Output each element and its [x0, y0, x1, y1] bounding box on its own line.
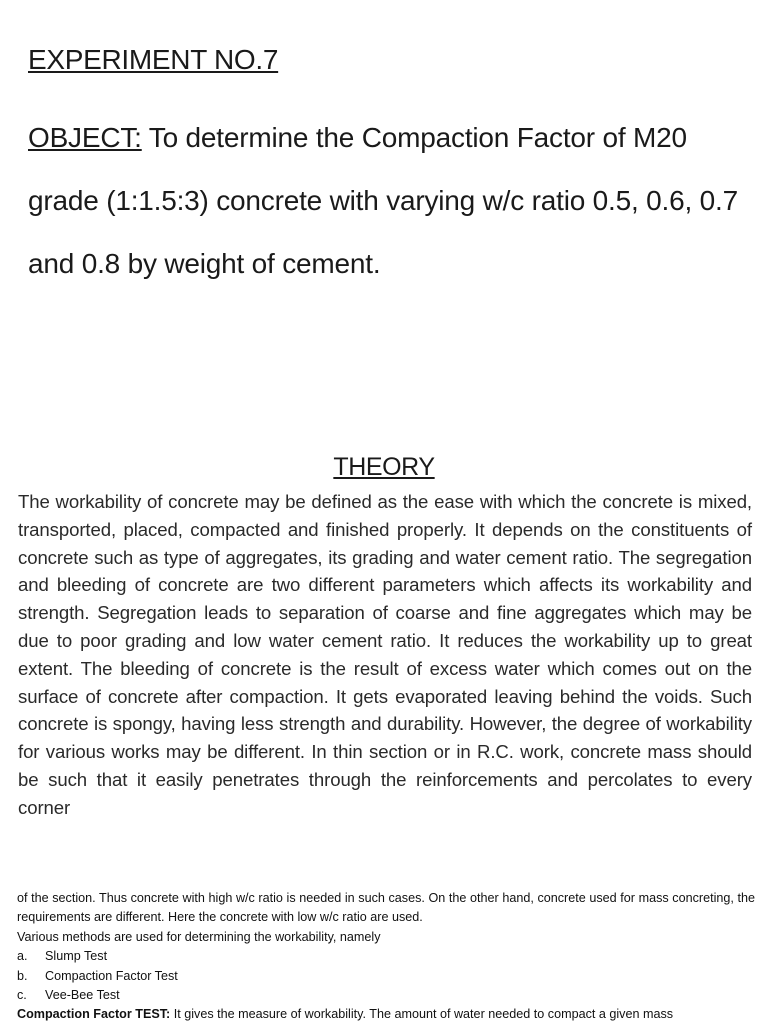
methods-intro: Various methods are used for determining the workability, namely [17, 929, 381, 944]
compaction-factor-label: Compaction Factor TEST: [17, 1007, 171, 1022]
continuation-block [17, 889, 755, 1025]
compaction-factor-text: It gives the measure of workability. The amount of water needed to compact a given mass [170, 1007, 674, 1022]
list-marker: c. [17, 988, 27, 1003]
theory-heading: THEORY [333, 453, 435, 481]
list-item [17, 986, 755, 1005]
experiment-title: EXPERIMENT NO.7 [28, 44, 279, 75]
object-statement [28, 106, 743, 295]
methods-list [17, 947, 755, 1005]
list-item [17, 947, 755, 966]
object-text: To determine the Compaction Factor of M20 grade (1:1.5:3) concrete with varying w/c ratio 0.5, 0.6, 0.7 and 0.8 by weight of cement. [28, 122, 738, 279]
method-label: Slump Test [45, 949, 108, 964]
method-label: Vee-Bee Test [45, 988, 120, 1003]
compaction-factor-paragraph [17, 1005, 755, 1024]
list-item [17, 967, 755, 986]
method-label: Compaction Factor Test [45, 968, 178, 983]
list-marker: a. [17, 949, 28, 964]
theory-paragraph: The workability of concrete may be defined as the ease with which the concrete is mixed, transported, placed, compacted and finished properly. It depends on the constituents of concrete such as type of aggregates, its grading and water cement ratio. The segregation and bleeding of concrete are two different parameters which affects its workability and strength. Segregation leads to separation of coarse and fine aggregates which may be due to poor grading and low water cement ratio. It reduces the workability up to great extent. The bleeding of concrete is the result of excess water which comes out on the surface of concrete after compaction. It gets evaporated leaving behind the voids. Such concrete is spongy, having less strength and durability. However, the degree of workability for various works may be different. In thin section or in R.C. work, concrete mass should be such that it easily penetrates through the reinforcements and percolates to every corner [18, 491, 752, 818]
object-label: OBJECT: [28, 122, 142, 153]
list-marker: b. [17, 968, 28, 983]
continuation-paragraph: of the section. Thus concrete with high w/c ratio is needed in such cases. On the other hand, concrete used for mass concreting, the requirements are different. Here the concrete with low w/c ratio are used. [17, 891, 755, 925]
